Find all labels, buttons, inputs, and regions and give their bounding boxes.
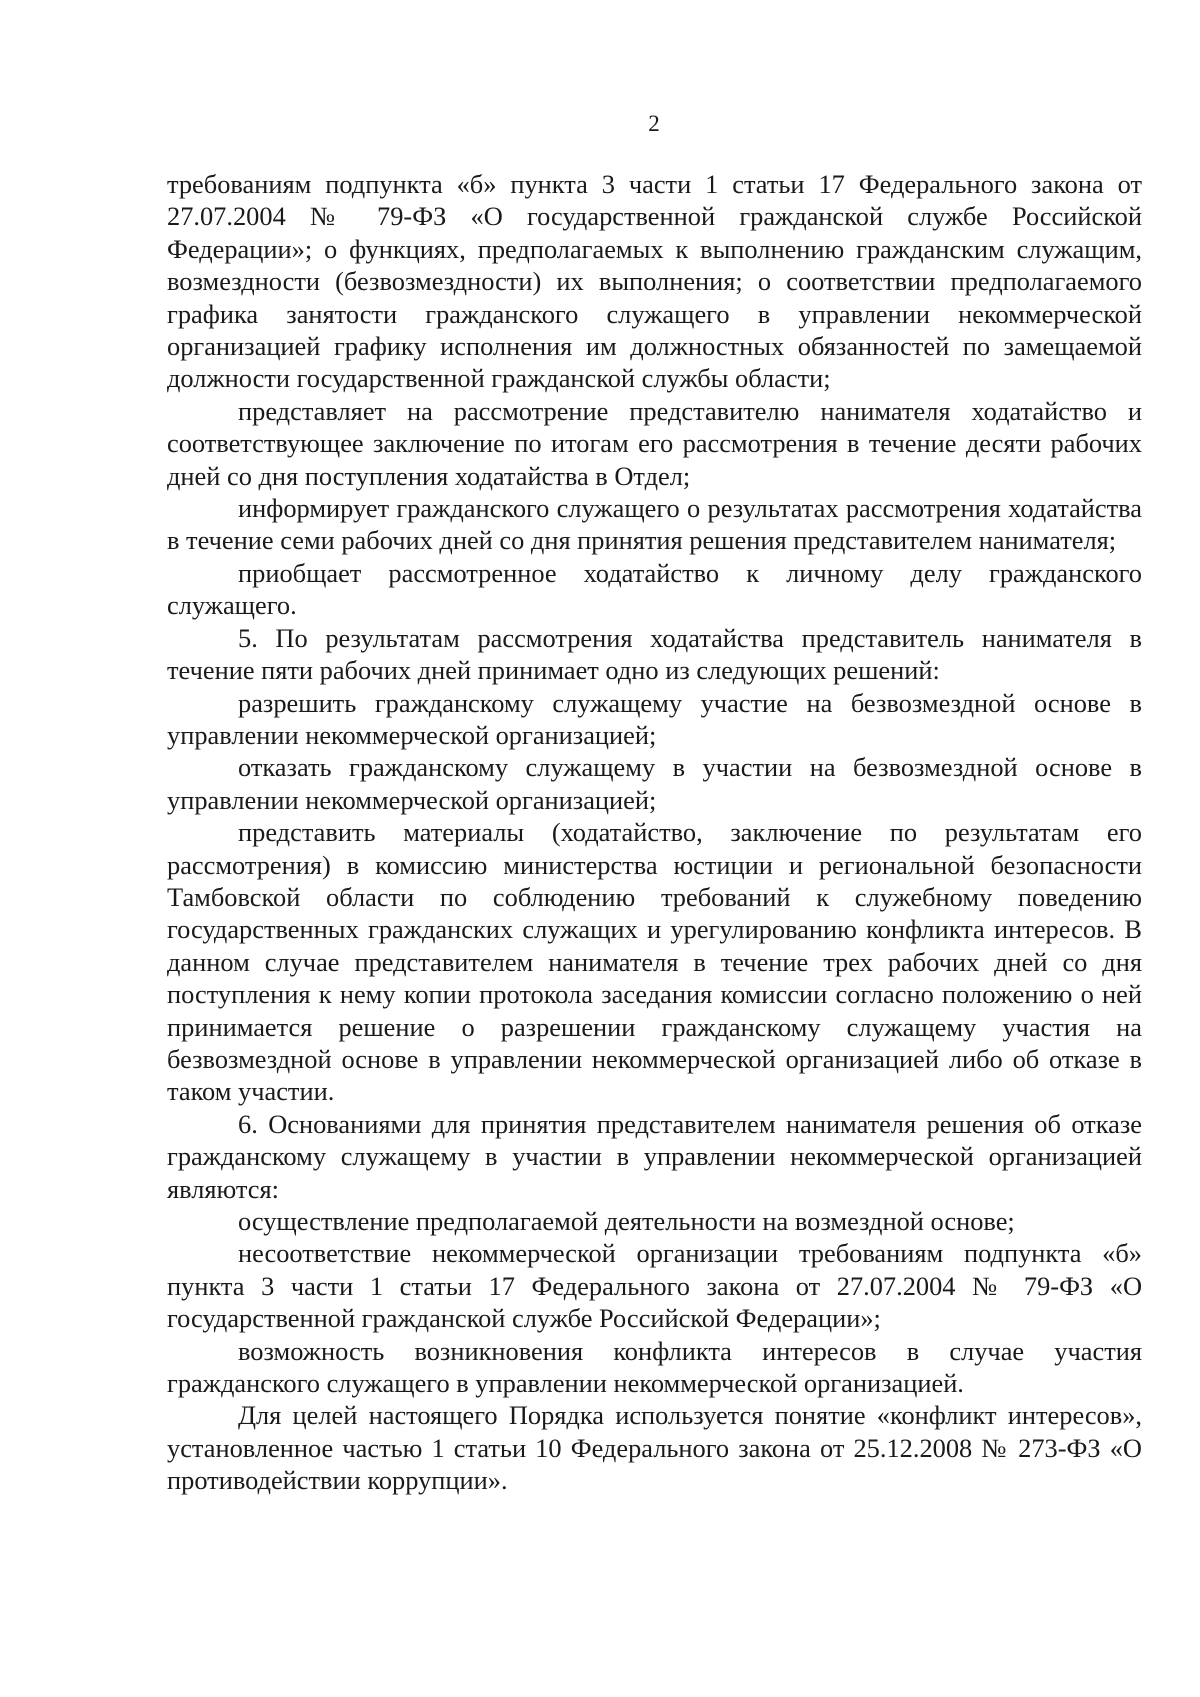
paragraph: представить материалы (ходатайство, заключение по результатам его рассмотрения) в комиссию министерства юстиции и региональной безопасности Тамбовской области по соблюдению требований к служебному поведению государственных гражданских служащих и урегулированию конфликта интересов. В данном случае представителем нанимателя в течение трех рабочих дней со дня поступления к нему копии протокола заседания комиссии согласно положению о ней принимается решение о разрешении гражданскому служащему участия на безвозмездной основе в управлении некоммерческой организацией либо об отказе в таком участии. — [167, 817, 1142, 1107]
paragraph: осуществление предполагаемой деятельности на возмездной основе; — [238, 1206, 1015, 1236]
paragraph-item-6: 6. Основаниями для принятия представителем нанимателя решения об отказе гражданскому служащему в участии в управлении некоммерческой организацией являются: — [167, 1108, 1142, 1204]
document-body — [167, 168, 1142, 1497]
paragraph: информирует гражданского служащего о результатах рассмотрения ходатайства в течение семи рабочих дней со дня принятия решения представителем нанимателя; — [167, 493, 1142, 556]
paragraph-item-5: 5. По результатам рассмотрения ходатайства представитель нанимателя в течение пяти рабочих дней принимает одно из следующих решений: — [167, 622, 1142, 686]
paragraph: несоответствие некоммерческой организации требованиям подпункта «б» пункта 3 части 1 статьи 17 Федерального закона от 27.07.2004 № 79-ФЗ «О государственной гражданской службе Российской Федерации»; — [167, 1238, 1142, 1334]
paragraph-continuation: требованиям подпункта «б» пункта 3 части 1 статьи 17 Федерального закона от 27.07.2004 № 79-ФЗ «О государственной гражданской службе Российской Федерации»; о функциях, предполагаемых к выполнению гражданским служащим, возмездности (безвозмездности) их выполнения; о соответствии предполагаемого графика занятости гражданского служащего в управлении некоммерческой организацией графику исполнения им должностных обязанностей по замещаемой должности государственной гражданской службы области; — [167, 169, 1142, 394]
paragraph: возможность возникновения конфликта интересов в случае участия гражданского служащего в управлении некоммерческой организацией. — [167, 1335, 1142, 1399]
paragraph: Для целей настоящего Порядка используется понятие «конфликт интересов», установленное частью 1 статьи 10 Федерального закона от 25.12.2008 № 273-ФЗ «О противодействии коррупции». — [167, 1400, 1142, 1496]
paragraph: отказать гражданскому служащему в участии на безвозмездной основе в управлении некоммерческой организацией; — [167, 752, 1142, 815]
paragraph: приобщает рассмотренное ходатайство к личному делу гражданского служащего. — [167, 557, 1142, 621]
paragraph: разрешить гражданскому служащему участие на безвозмездной основе в управлении некоммерческой организацией; — [167, 687, 1142, 750]
paragraph: представляет на рассмотрение представителю нанимателя ходатайство и соответствующее заключение по итогам его рассмотрения в течение десяти рабочих дней со дня поступления ходатайства в Отдел; — [167, 395, 1142, 491]
page-number: 2 — [648, 111, 660, 136]
